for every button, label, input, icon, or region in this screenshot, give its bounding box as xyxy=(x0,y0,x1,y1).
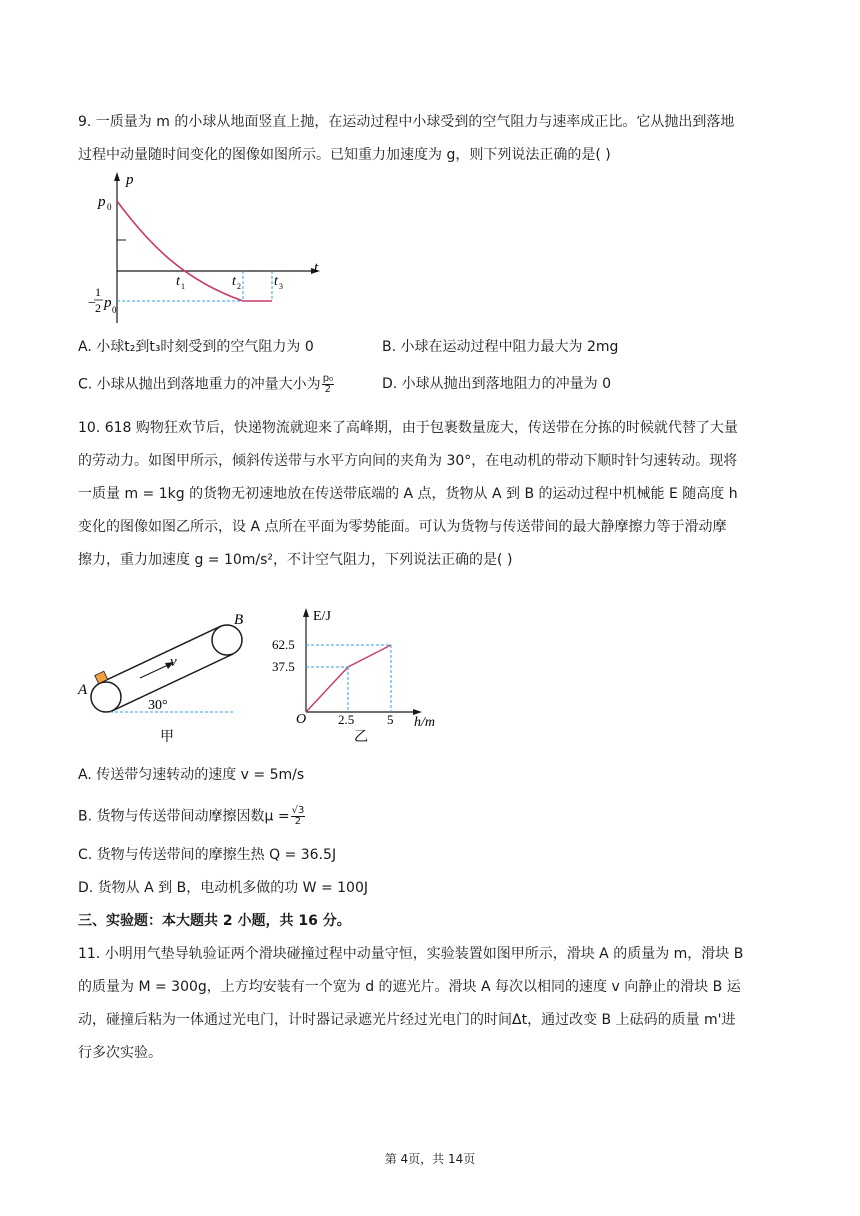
q10-option-b[interactable]: B. 货物与传送带间动摩擦因数μ = $\frac{√3}{2}$ xyxy=(78,805,305,827)
page-footer: 第 4页，共 14页 xyxy=(384,1152,476,1166)
svg-text:1: 1 xyxy=(181,282,185,291)
svg-text:乙: 乙 xyxy=(354,730,368,745)
q10-line-2: 的劳动力。如图甲所示，倾斜传送带与水平方向间的夹角为 30°，在电动机的带动下顺时针匀速转动。现将 xyxy=(78,453,738,469)
svg-text:1: 1 xyxy=(95,285,101,299)
q11-line-4: 行多次实验。 xyxy=(78,1045,162,1061)
q9-line-2: 过程中动量随时间变化的图像如图所示。已知重力加速度为 g，则下列说法正确的是( ) xyxy=(78,147,611,163)
svg-text:p: p xyxy=(98,194,106,210)
svg-text:5: 5 xyxy=(387,712,394,727)
section-heading: 三、实验题：本大题共 2 小题，共 16 分。 xyxy=(78,913,351,929)
q10-option-a[interactable]: A. 传送带匀速转动的速度 v = 5m/s xyxy=(78,767,305,783)
svg-text:2: 2 xyxy=(237,282,241,291)
q9-line-1: 9. 一质量为 m 的小球从地面竖直上抛，在运动过程中小球受到的空气阻力与速率成正比。它从抛出到落地 xyxy=(78,114,735,130)
svg-text:t: t xyxy=(176,274,180,289)
t-axis-label: t xyxy=(314,260,319,276)
q11-line-2: 的质量为 M = 300g，上方均安装有一个宽为 d 的遮光片。滑块 A 每次以相同的速度 v 向静止的滑块 B 运 xyxy=(78,979,741,995)
q11-line-1: 11. 小明用气垫导轨验证两个滑块碰撞过程中动量守恒，实验装置如图甲所示，滑块 A 的质量为 m，滑块 B xyxy=(78,946,744,962)
svg-text:甲: 甲 xyxy=(160,730,174,745)
svg-text:p: p xyxy=(104,295,112,311)
q9-option-c-fraction: $\frac{\text{p₀}}{2}$ xyxy=(322,373,334,395)
bottom-roller xyxy=(91,682,121,712)
q9-option-c[interactable]: C. 小球从抛出到落地重力的冲量大小为 $\frac{\text{p₀}}{2}$ xyxy=(78,373,334,395)
svg-text:62.5: 62.5 xyxy=(272,637,295,652)
q10-line-5: 擦力，重力加速度 g = 10m/s²，不计空气阻力，下列说法正确的是( ) xyxy=(78,552,513,568)
q9-option-d[interactable]: D. 小球从抛出到落地阻力的冲量为 0 xyxy=(382,376,612,392)
svg-text:h/m: h/m xyxy=(414,715,435,730)
q9-option-b[interactable]: B. 小球在运动过程中阻力最大为 2mg xyxy=(382,339,619,355)
p-axis-label: p xyxy=(126,172,134,188)
svg-text:B: B xyxy=(234,612,244,628)
svg-text:A: A xyxy=(78,682,88,698)
q10-option-d[interactable]: D. 货物从 A 到 B，电动机多做的功 W = 100J xyxy=(78,880,368,896)
q10-conveyor-figure xyxy=(70,600,270,750)
q10-line-3: 一质量 m = 1kg 的货物无初速地放在传送带底端的 A 点，货物从 A 到 B 的运动过程中机械能 E 随高度 h xyxy=(78,486,738,502)
q10-energy-graph xyxy=(270,600,460,750)
svg-text:30°: 30° xyxy=(148,698,168,713)
svg-text:0: 0 xyxy=(112,305,117,315)
svg-text:2: 2 xyxy=(95,301,101,315)
q10-line-1: 10. 618 购物狂欢节后，快递物流就迎来了高峰期，由于包裹数量庞大，传送带在分拣的时候就代替了大量 xyxy=(78,420,738,436)
svg-text:O: O xyxy=(296,712,307,727)
q10-option-c[interactable]: C. 货物与传送带间的摩擦生热 Q = 36.5J xyxy=(78,847,337,863)
q10-line-4: 变化的图像如图乙所示，设 A 点所在平面为零势能面。可认为货物与传送带间的最大静摩擦力等于滑动摩 xyxy=(78,519,727,535)
q9-option-a[interactable]: A. 小球t₂到t₃时刻受到的空气阻力为 0 xyxy=(78,339,314,355)
svg-text:2.5: 2.5 xyxy=(338,712,355,727)
svg-text:0: 0 xyxy=(107,202,112,212)
q10-option-b-fraction: $\frac{√3}{2}$ xyxy=(291,805,305,827)
svg-text:v: v xyxy=(170,654,177,670)
svg-text:3: 3 xyxy=(279,282,283,291)
svg-text:t: t xyxy=(232,274,236,289)
q9-momentum-graph xyxy=(88,168,338,328)
svg-text:E/J: E/J xyxy=(313,609,331,624)
svg-text:−: − xyxy=(88,296,96,311)
svg-text:t: t xyxy=(274,274,278,289)
svg-text:37.5: 37.5 xyxy=(272,659,295,674)
top-roller xyxy=(212,625,242,655)
momentum-curve xyxy=(117,201,272,301)
q11-line-3: 动，碰撞后粘为一体通过光电门，计时器记录遮光片经过光电门的时间Δt，通过改变 B 上砝码的质量 m'进 xyxy=(78,1012,736,1028)
